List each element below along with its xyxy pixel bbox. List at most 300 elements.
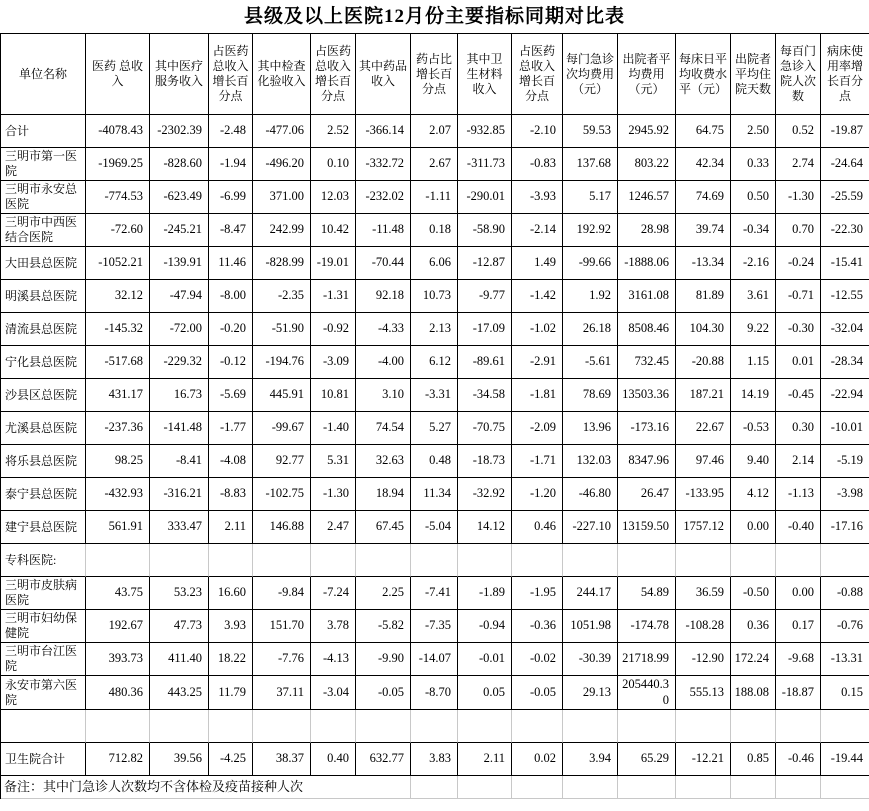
unit-name-cell: 大田县总医院 — [1, 247, 86, 280]
value-cell: -14.07 — [411, 643, 458, 676]
value-cell — [253, 710, 311, 743]
value-cell: 39.74 — [676, 214, 731, 247]
value-cell: -70.44 — [356, 247, 411, 280]
value-cell: -1.02 — [512, 313, 563, 346]
value-cell: 11.34 — [411, 478, 458, 511]
value-cell: -0.12 — [209, 346, 253, 379]
unit-name-cell: 三明市中西医结合医院 — [1, 214, 86, 247]
value-cell: -72.00 — [150, 313, 209, 346]
value-cell: -3.93 — [512, 181, 563, 214]
value-cell: -3.31 — [411, 379, 458, 412]
table-row — [1, 743, 869, 776]
value-cell: 32.63 — [356, 445, 411, 478]
value-cell: 0.00 — [731, 511, 776, 544]
value-cell: -17.16 — [821, 511, 869, 544]
value-cell: 2.67 — [411, 148, 458, 181]
value-cell: -229.32 — [150, 346, 209, 379]
value-cell: -18.73 — [458, 445, 512, 478]
value-cell: 188.08 — [731, 676, 776, 710]
value-cell: 3.94 — [563, 743, 618, 776]
value-cell: -1.40 — [311, 412, 356, 445]
value-cell: 151.70 — [253, 610, 311, 643]
value-cell: 172.24 — [731, 643, 776, 676]
empty-cell — [676, 776, 731, 799]
unit-name-cell: 三明市皮肤病医院 — [1, 577, 86, 610]
value-cell: -3.98 — [821, 478, 869, 511]
unit-name-cell: 三明市永安总医院 — [1, 181, 86, 214]
table-row — [1, 181, 869, 214]
value-cell: -1.11 — [411, 181, 458, 214]
value-cell: 104.30 — [676, 313, 731, 346]
value-cell: 18.22 — [209, 643, 253, 676]
value-cell: 0.30 — [776, 412, 821, 445]
value-cell: 0.52 — [776, 115, 821, 148]
unit-name-cell: 尤溪县总医院 — [1, 412, 86, 445]
indicators-table — [0, 33, 869, 799]
value-cell: -623.49 — [150, 181, 209, 214]
value-cell: 36.59 — [676, 577, 731, 610]
empty-cell — [411, 776, 458, 799]
value-cell: 2.25 — [356, 577, 411, 610]
value-cell: -141.48 — [150, 412, 209, 445]
table-row — [1, 148, 869, 181]
value-cell: -22.94 — [821, 379, 869, 412]
value-cell: -1.42 — [512, 280, 563, 313]
unit-name-cell: 宁化县总医院 — [1, 346, 86, 379]
value-cell: -1.30 — [311, 478, 356, 511]
table-row — [1, 346, 869, 379]
value-cell: 2945.92 — [618, 115, 676, 148]
value-cell: -227.10 — [563, 511, 618, 544]
value-cell: 10.73 — [411, 280, 458, 313]
value-cell: -332.72 — [356, 148, 411, 181]
value-cell: -2.48 — [209, 115, 253, 148]
unit-name-cell: 将乐县总医院 — [1, 445, 86, 478]
header-row — [1, 34, 869, 115]
value-cell: 1.15 — [731, 346, 776, 379]
value-cell: -496.20 — [253, 148, 311, 181]
value-cell: 8508.46 — [618, 313, 676, 346]
value-cell — [512, 544, 563, 577]
value-cell: -5.61 — [563, 346, 618, 379]
value-cell: -828.99 — [253, 247, 311, 280]
value-cell: -0.94 — [458, 610, 512, 643]
value-cell: -5.69 — [209, 379, 253, 412]
value-cell: 2.50 — [731, 115, 776, 148]
column-header: 出院者平均费用（元） — [618, 34, 676, 115]
value-cell: 74.69 — [676, 181, 731, 214]
value-cell: -0.53 — [731, 412, 776, 445]
value-cell: -0.40 — [776, 511, 821, 544]
table-row — [1, 214, 869, 247]
value-cell: 393.73 — [86, 643, 150, 676]
value-cell: -9.84 — [253, 577, 311, 610]
value-cell: 371.00 — [253, 181, 311, 214]
value-cell: 6.12 — [411, 346, 458, 379]
value-cell: -13.31 — [821, 643, 869, 676]
table-row — [1, 247, 869, 280]
value-cell — [150, 710, 209, 743]
value-cell — [86, 710, 150, 743]
column-header: 其中检查化验收入 — [253, 34, 311, 115]
empty-cell — [776, 776, 821, 799]
value-cell — [731, 710, 776, 743]
value-cell: 42.34 — [676, 148, 731, 181]
value-cell: -102.75 — [253, 478, 311, 511]
value-cell: -32.04 — [821, 313, 869, 346]
value-cell: -8.41 — [150, 445, 209, 478]
value-cell: -0.05 — [512, 676, 563, 710]
section-row — [1, 544, 869, 577]
unit-name-cell: 三明市台江医院 — [1, 643, 86, 676]
value-cell: -2302.39 — [150, 115, 209, 148]
value-cell: 431.17 — [86, 379, 150, 412]
value-cell: -145.32 — [86, 313, 150, 346]
value-cell — [356, 710, 411, 743]
table-header — [1, 34, 869, 115]
value-cell: 3.78 — [311, 610, 356, 643]
value-cell: 6.06 — [411, 247, 458, 280]
value-cell: -366.14 — [356, 115, 411, 148]
footnote: 备注：其中门急诊人次数均不含体检及疫苗接种人次 — [1, 776, 411, 799]
column-header: 每门急诊次均费用（元） — [563, 34, 618, 115]
value-cell: -6.99 — [209, 181, 253, 214]
value-cell: 0.18 — [411, 214, 458, 247]
value-cell: 28.98 — [618, 214, 676, 247]
value-cell: -477.06 — [253, 115, 311, 148]
value-cell: 64.75 — [676, 115, 731, 148]
empty-cell — [512, 776, 563, 799]
value-cell: -58.90 — [458, 214, 512, 247]
value-cell: 0.85 — [731, 743, 776, 776]
value-cell: -8.70 — [411, 676, 458, 710]
value-cell: -237.36 — [86, 412, 150, 445]
table-row — [1, 412, 869, 445]
value-cell: 13.96 — [563, 412, 618, 445]
value-cell: 8347.96 — [618, 445, 676, 478]
value-cell: -19.44 — [821, 743, 869, 776]
value-cell: 2.07 — [411, 115, 458, 148]
value-cell: 0.17 — [776, 610, 821, 643]
value-cell: 29.13 — [563, 676, 618, 710]
value-cell: -3.04 — [311, 676, 356, 710]
value-cell: 38.37 — [253, 743, 311, 776]
value-cell: -7.41 — [411, 577, 458, 610]
value-cell: 67.45 — [356, 511, 411, 544]
value-cell: 2.47 — [311, 511, 356, 544]
value-cell: 5.17 — [563, 181, 618, 214]
value-cell: 39.56 — [150, 743, 209, 776]
table-row — [1, 577, 869, 610]
value-cell: 14.12 — [458, 511, 512, 544]
value-cell: 187.21 — [676, 379, 731, 412]
value-cell: 0.10 — [311, 148, 356, 181]
value-cell: 0.02 — [512, 743, 563, 776]
value-cell: -9.68 — [776, 643, 821, 676]
value-cell — [676, 544, 731, 577]
table-row — [1, 280, 869, 313]
value-cell — [821, 710, 869, 743]
value-cell: 0.33 — [731, 148, 776, 181]
empty-cell — [458, 776, 512, 799]
value-cell: -89.61 — [458, 346, 512, 379]
value-cell: -1969.25 — [86, 148, 150, 181]
note-row — [1, 776, 869, 799]
value-cell — [731, 544, 776, 577]
value-cell: -7.76 — [253, 643, 311, 676]
value-cell: -72.60 — [86, 214, 150, 247]
value-cell: 54.89 — [618, 577, 676, 610]
value-cell: -34.58 — [458, 379, 512, 412]
value-cell: -0.46 — [776, 743, 821, 776]
value-cell: 137.68 — [563, 148, 618, 181]
value-cell: 43.75 — [86, 577, 150, 610]
value-cell: -5.19 — [821, 445, 869, 478]
value-cell: 244.17 — [563, 577, 618, 610]
value-cell: -1.71 — [512, 445, 563, 478]
value-cell: -2.91 — [512, 346, 563, 379]
value-cell — [458, 710, 512, 743]
value-cell: 53.23 — [150, 577, 209, 610]
value-cell: 11.79 — [209, 676, 253, 710]
value-cell: -0.71 — [776, 280, 821, 313]
value-cell: -4.00 — [356, 346, 411, 379]
value-cell: -1.20 — [512, 478, 563, 511]
value-cell: -0.50 — [731, 577, 776, 610]
value-cell: -0.24 — [776, 247, 821, 280]
value-cell: 1.49 — [512, 247, 563, 280]
value-cell: -0.45 — [776, 379, 821, 412]
value-cell: -1.81 — [512, 379, 563, 412]
unit-name-cell: 清流县总医院 — [1, 313, 86, 346]
value-cell: 16.60 — [209, 577, 253, 610]
value-cell: 561.91 — [86, 511, 150, 544]
value-cell — [512, 710, 563, 743]
value-cell — [311, 710, 356, 743]
value-cell: 92.77 — [253, 445, 311, 478]
table-row — [1, 511, 869, 544]
value-cell: 3.61 — [731, 280, 776, 313]
value-cell: -99.67 — [253, 412, 311, 445]
table-row — [1, 379, 869, 412]
value-cell: 10.42 — [311, 214, 356, 247]
value-cell: -828.60 — [150, 148, 209, 181]
column-header: 其中卫生材料收入 — [458, 34, 512, 115]
value-cell: 59.53 — [563, 115, 618, 148]
value-cell: 803.22 — [618, 148, 676, 181]
value-cell: 0.50 — [731, 181, 776, 214]
value-cell: -0.02 — [512, 643, 563, 676]
value-cell: 1.92 — [563, 280, 618, 313]
value-cell: -1.30 — [776, 181, 821, 214]
table-row — [1, 676, 869, 710]
column-header: 其中药品收入 — [356, 34, 411, 115]
value-cell: -4.25 — [209, 743, 253, 776]
value-cell: 21718.99 — [618, 643, 676, 676]
value-cell: 132.03 — [563, 445, 618, 478]
value-cell: -2.35 — [253, 280, 311, 313]
value-cell: -1.94 — [209, 148, 253, 181]
value-cell: 13503.36 — [618, 379, 676, 412]
value-cell: -8.83 — [209, 478, 253, 511]
value-cell: -0.83 — [512, 148, 563, 181]
value-cell: 47.73 — [150, 610, 209, 643]
column-header: 出院者平均住院天数 — [731, 34, 776, 115]
value-cell — [411, 710, 458, 743]
value-cell: 333.47 — [150, 511, 209, 544]
value-cell: -24.64 — [821, 148, 869, 181]
value-cell: 555.13 — [676, 676, 731, 710]
value-cell: -1.77 — [209, 412, 253, 445]
value-cell — [776, 710, 821, 743]
value-cell: 0.46 — [512, 511, 563, 544]
value-cell: 0.15 — [821, 676, 869, 710]
column-header: 每床日平均收费水平（元） — [676, 34, 731, 115]
value-cell: 1757.12 — [676, 511, 731, 544]
value-cell: 146.88 — [253, 511, 311, 544]
empty-cell — [618, 776, 676, 799]
value-cell: -9.90 — [356, 643, 411, 676]
value-cell: 5.31 — [311, 445, 356, 478]
value-cell: 26.18 — [563, 313, 618, 346]
value-cell: -432.93 — [86, 478, 150, 511]
value-cell: -139.91 — [150, 247, 209, 280]
value-cell: -232.02 — [356, 181, 411, 214]
value-cell: -2.14 — [512, 214, 563, 247]
value-cell: 3161.08 — [618, 280, 676, 313]
value-cell: -19.87 — [821, 115, 869, 148]
value-cell: 2.11 — [458, 743, 512, 776]
value-cell: 0.00 — [776, 577, 821, 610]
value-cell: 4.12 — [731, 478, 776, 511]
value-cell: 37.11 — [253, 676, 311, 710]
value-cell: 192.67 — [86, 610, 150, 643]
value-cell: 12.03 — [311, 181, 356, 214]
value-cell: 2.11 — [209, 511, 253, 544]
value-cell: -17.09 — [458, 313, 512, 346]
empty-cell — [821, 776, 869, 799]
value-cell: 0.05 — [458, 676, 512, 710]
value-cell — [86, 544, 150, 577]
value-cell: -5.04 — [411, 511, 458, 544]
value-cell: -2.10 — [512, 115, 563, 148]
value-cell: 18.94 — [356, 478, 411, 511]
value-cell — [209, 710, 253, 743]
value-cell: 2.13 — [411, 313, 458, 346]
value-cell: 16.73 — [150, 379, 209, 412]
value-cell — [458, 544, 512, 577]
value-cell: -28.34 — [821, 346, 869, 379]
value-cell: 712.82 — [86, 743, 150, 776]
value-cell — [563, 544, 618, 577]
value-cell — [253, 544, 311, 577]
table-row — [1, 115, 869, 148]
value-cell: 65.29 — [618, 743, 676, 776]
value-cell: 445.91 — [253, 379, 311, 412]
value-cell: -7.35 — [411, 610, 458, 643]
table-row — [1, 610, 869, 643]
empty-cell — [731, 776, 776, 799]
value-cell — [209, 544, 253, 577]
value-cell: 3.83 — [411, 743, 458, 776]
value-cell: -12.55 — [821, 280, 869, 313]
value-cell: 0.01 — [776, 346, 821, 379]
value-cell: -4.13 — [311, 643, 356, 676]
value-cell: -245.21 — [150, 214, 209, 247]
value-cell: -0.88 — [821, 577, 869, 610]
table-body — [1, 115, 869, 799]
value-cell: -0.36 — [512, 610, 563, 643]
value-cell: -1.13 — [776, 478, 821, 511]
value-cell: -4078.43 — [86, 115, 150, 148]
value-cell: 0.36 — [731, 610, 776, 643]
value-cell: -9.77 — [458, 280, 512, 313]
value-cell: -2.16 — [731, 247, 776, 280]
value-cell: -1888.06 — [618, 247, 676, 280]
unit-name-cell: 泰宁县总医院 — [1, 478, 86, 511]
column-header: 占医药总收入增长百分点 — [311, 34, 356, 115]
value-cell: -0.05 — [356, 676, 411, 710]
value-cell: 3.10 — [356, 379, 411, 412]
table-row — [1, 643, 869, 676]
unit-name-cell: 永安市第六医院 — [1, 676, 86, 710]
value-cell: -7.24 — [311, 577, 356, 610]
value-cell — [618, 710, 676, 743]
value-cell: -13.34 — [676, 247, 731, 280]
value-cell: 14.19 — [731, 379, 776, 412]
value-cell: 443.25 — [150, 676, 209, 710]
value-cell: -0.01 — [458, 643, 512, 676]
value-cell: -0.76 — [821, 610, 869, 643]
column-header: 病床使用率增长百分点 — [821, 34, 869, 115]
value-cell: 78.69 — [563, 379, 618, 412]
value-cell: -290.01 — [458, 181, 512, 214]
value-cell — [776, 544, 821, 577]
value-cell: -517.68 — [86, 346, 150, 379]
value-cell — [150, 544, 209, 577]
value-cell: 9.22 — [731, 313, 776, 346]
page-title: 县级及以上医院12月份主要指标同期对比表 — [243, 6, 625, 27]
value-cell: 480.36 — [86, 676, 150, 710]
value-cell: 0.70 — [776, 214, 821, 247]
value-cell: -12.87 — [458, 247, 512, 280]
value-cell: -99.66 — [563, 247, 618, 280]
value-cell: 10.81 — [311, 379, 356, 412]
value-cell: -0.30 — [776, 313, 821, 346]
value-cell: 205440.30 — [618, 676, 676, 710]
value-cell: 81.89 — [676, 280, 731, 313]
empty-cell — [563, 776, 618, 799]
unit-name-cell: 三明市妇幼保健院 — [1, 610, 86, 643]
value-cell: -1.95 — [512, 577, 563, 610]
value-cell: -1.89 — [458, 577, 512, 610]
unit-name-cell: 明溪县总医院 — [1, 280, 86, 313]
unit-name-cell: 三明市第一医院 — [1, 148, 86, 181]
value-cell: -46.80 — [563, 478, 618, 511]
value-cell: -5.82 — [356, 610, 411, 643]
column-header: 药占比增长百分点 — [411, 34, 458, 115]
table-row — [1, 313, 869, 346]
value-cell: -8.00 — [209, 280, 253, 313]
value-cell: -316.21 — [150, 478, 209, 511]
unit-name-cell: 专科医院: — [1, 544, 86, 577]
value-cell — [821, 544, 869, 577]
value-cell: -47.94 — [150, 280, 209, 313]
value-cell: 92.18 — [356, 280, 411, 313]
column-header: 其中医疗服务收入 — [150, 34, 209, 115]
unit-name-cell: 沙县区总医院 — [1, 379, 86, 412]
value-cell: -1.31 — [311, 280, 356, 313]
